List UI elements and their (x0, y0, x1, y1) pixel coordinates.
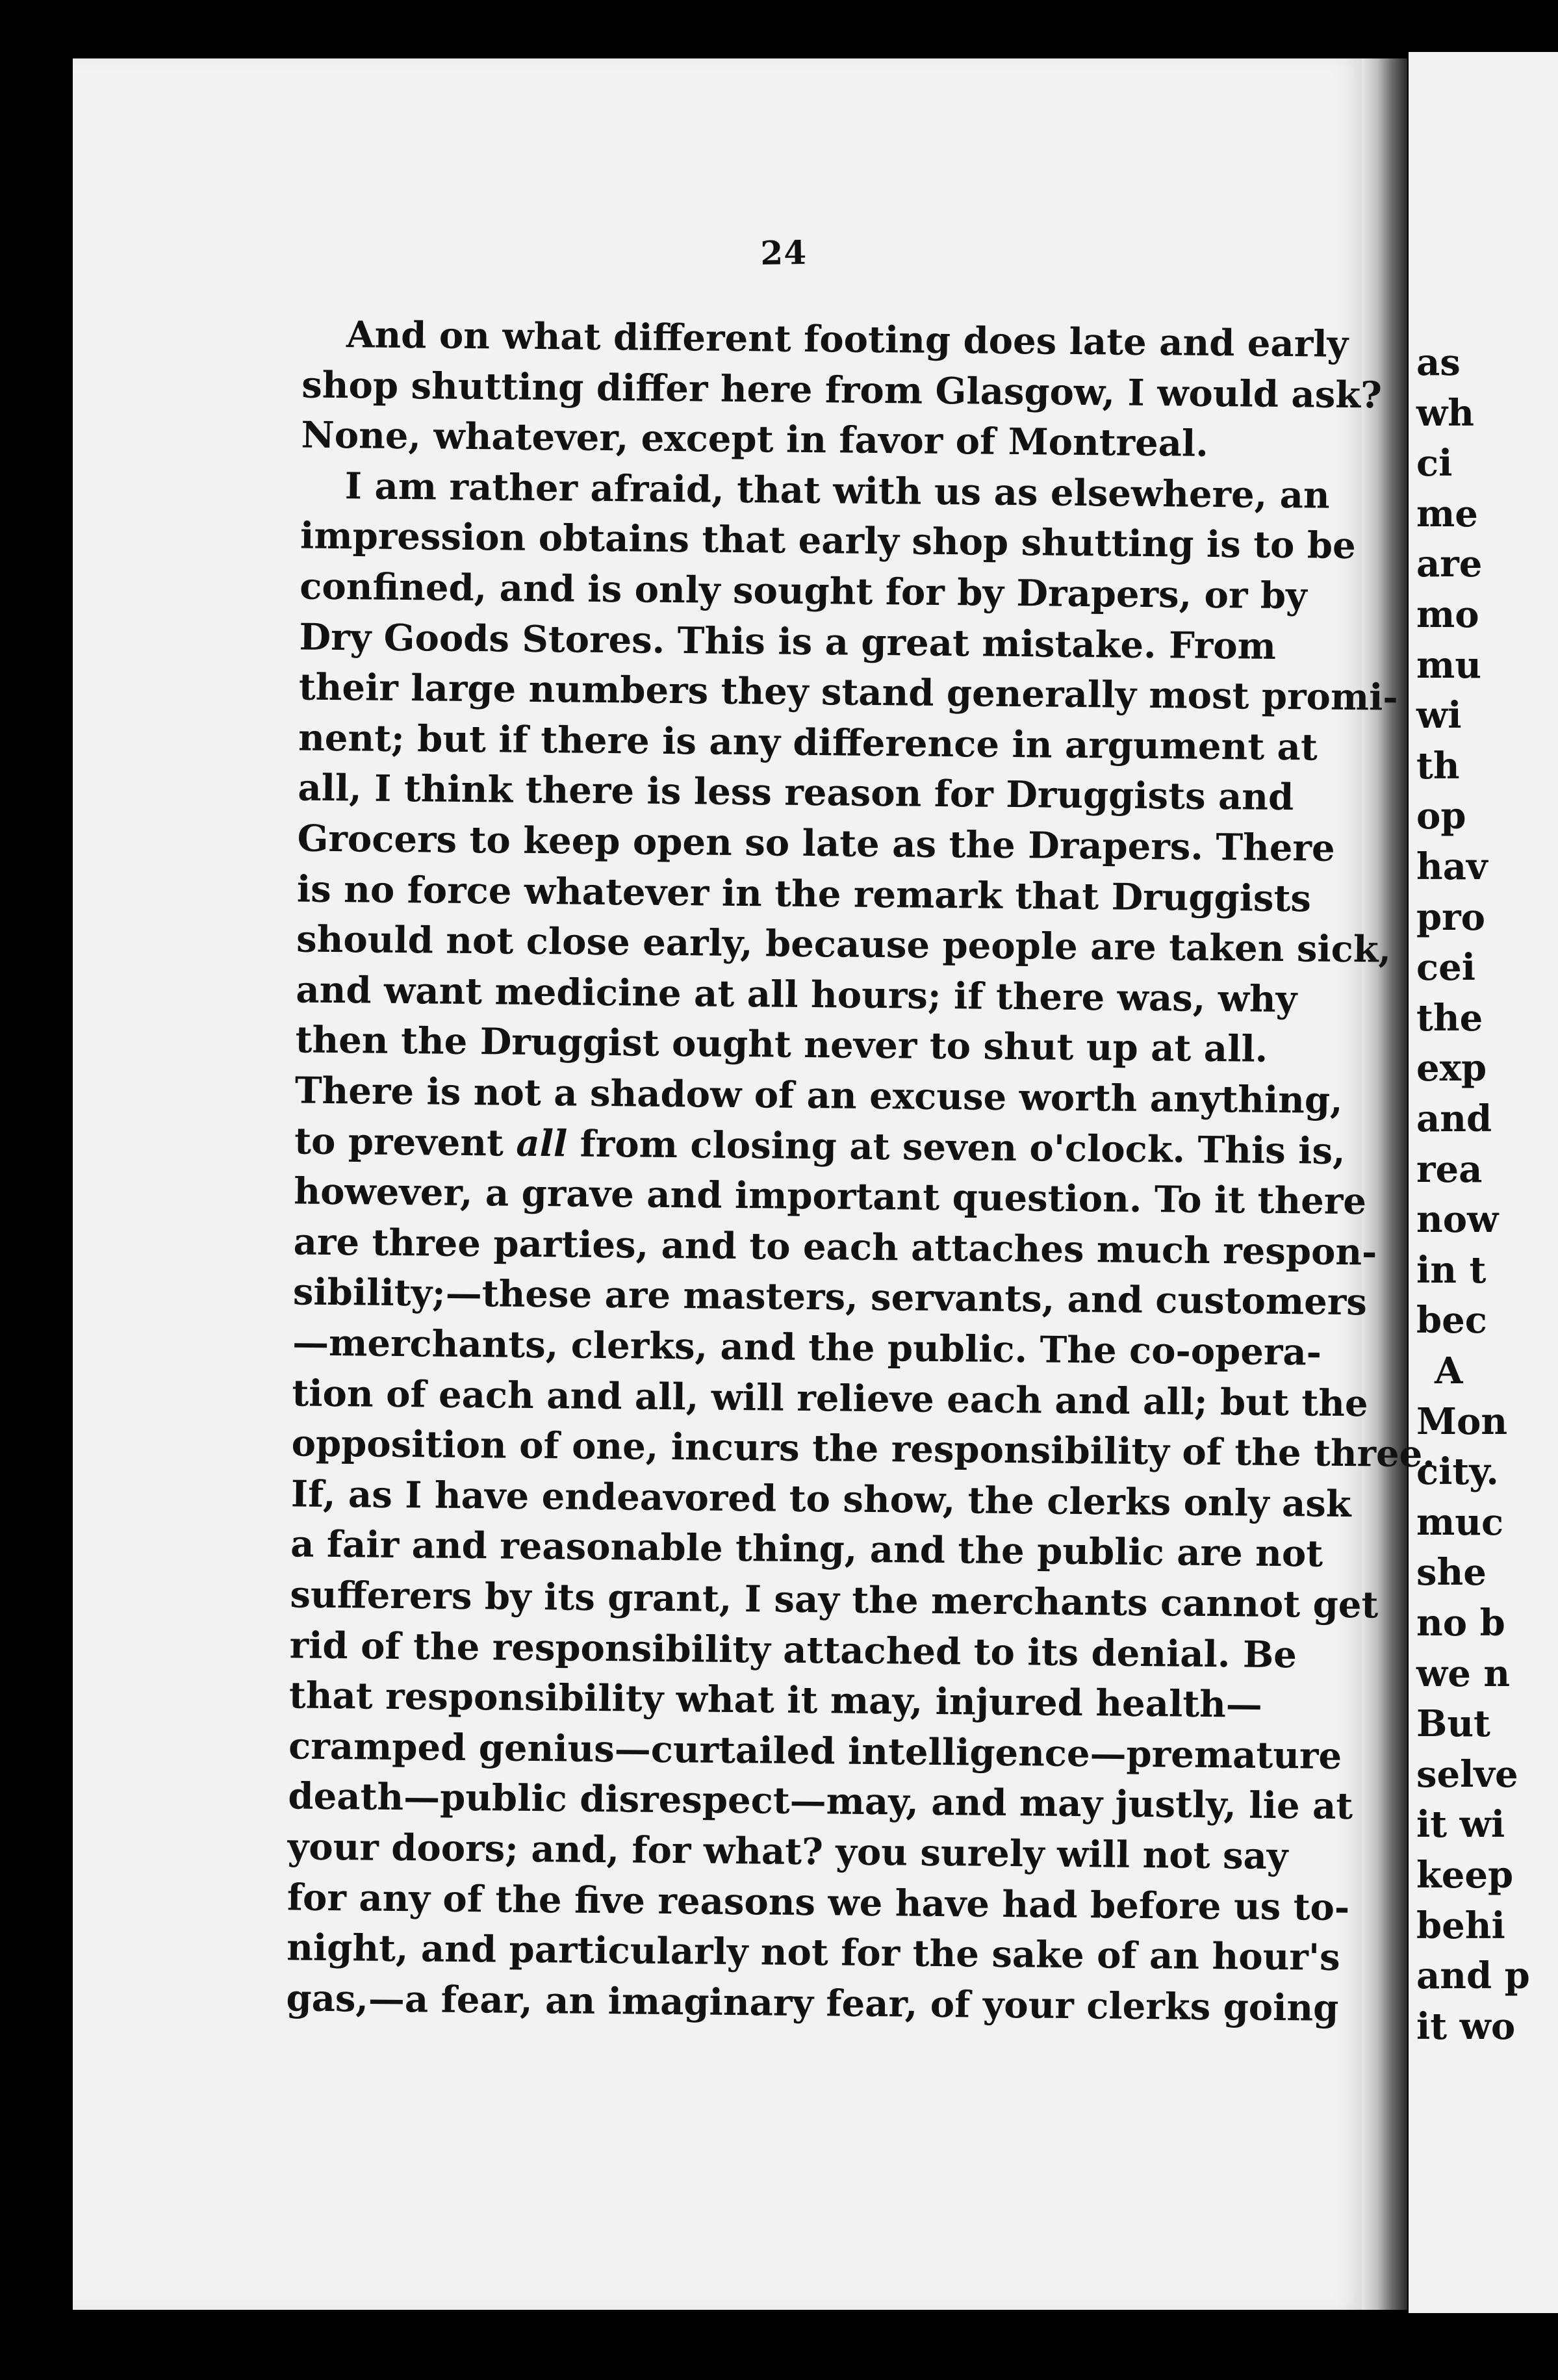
text-line: that responsibility what it may, injured health— (288, 1674, 1263, 1726)
text-line: opposition of one, incurs the responsibility of the three. (291, 1422, 1436, 1476)
text-line: impression obtains that early shop shutting is to be (300, 514, 1357, 568)
right-text-fragment: no b (1416, 1602, 1505, 1644)
text-line: for any of the five reasons we have had before us to- (287, 1875, 1350, 1929)
text-line: your doors; and, for what? you surely will not say (287, 1825, 1288, 1878)
text-line: confined, and is only sought for by Drapers, or by (300, 565, 1307, 618)
text-line-rest: from closing at seven o'clock. This is, (567, 1122, 1346, 1173)
text-line: Dry Goods Stores. This is a great mistake. From (299, 615, 1277, 668)
text-line: gas,—a fear, an imaginary fear, of your clerks going (286, 1977, 1339, 2030)
right-text-fragment: it wo (1416, 2004, 1516, 2048)
italic-word: all (516, 1121, 568, 1166)
right-text-fragment: we n (1416, 1652, 1511, 1695)
right-text-fragment: muc (1416, 1500, 1504, 1544)
right-text-fragment: and p (1416, 1954, 1530, 1998)
right-text-fragment: keep (1416, 1854, 1514, 1897)
text-line: sibility;—these are masters, servants, and customers (292, 1270, 1368, 1324)
right-text-fragment: Mon (1416, 1400, 1508, 1443)
text-line: all, I think there is less reason for Druggists and (298, 766, 1294, 819)
right-text-fragment: bec (1416, 1299, 1487, 1342)
right-text-fragment: selve (1416, 1752, 1518, 1796)
text-line: cramped genius—curtailed intelligence—premature (288, 1724, 1342, 1778)
text-line: tion of each and all, will relieve each and all; but the (292, 1372, 1368, 1425)
right-text-fragment: exp (1416, 1047, 1487, 1090)
text-line: There is not a shadow of an excuse worth anything, (294, 1069, 1343, 1122)
right-text-fragment: me (1416, 492, 1478, 535)
right-text-fragment: are (1416, 543, 1483, 586)
right-text-fragment: wh (1416, 391, 1474, 435)
right-text-fragment: ci (1416, 442, 1453, 485)
right-text-fragment: th (1416, 744, 1460, 787)
right-text-fragment: and (1416, 1097, 1492, 1140)
text-line: shop shutting differ here from Glasgow, I would ask? (301, 363, 1383, 417)
right-text-fragment: behi (1416, 1904, 1505, 1947)
right-text-fragment: But (1416, 1702, 1490, 1746)
right-text-fragment: the (1416, 996, 1483, 1040)
text-line: And on what different footing does late and early (346, 313, 1349, 366)
text-line: their large numbers they stand generally most promi- (298, 665, 1399, 719)
text-line: then the Druggist ought never to shut up at all. (295, 1018, 1268, 1071)
text-line: nent; but if there is any difference in argument at (298, 716, 1318, 769)
text-line: however, a grave and important question. To it there (294, 1170, 1367, 1223)
right-text-fragment: she (1416, 1551, 1487, 1594)
text-line: I am rather afraid, that with us as elsewhere, an (344, 464, 1330, 517)
text-line: If, as I have endeavored to show, the clerks only ask (290, 1472, 1351, 1526)
right-text-fragment: it wi (1416, 1803, 1505, 1847)
text-line: to prevent all from closing at seven o'clock. This is, (294, 1120, 1346, 1173)
right-text-fragment: op (1416, 795, 1466, 838)
right-text-fragment: A (1435, 1350, 1463, 1392)
right-text-fragment: cei (1416, 946, 1475, 990)
page-number: 24 (760, 233, 808, 272)
right-text-fragment: rea (1416, 1147, 1483, 1191)
right-text-fragment: city. (1416, 1450, 1499, 1494)
right-text-fragment: now (1416, 1198, 1499, 1242)
text-line: rid of the responsibility attached to its denial. Be (289, 1623, 1297, 1676)
text-line: None, whatever, except in favor of Montreal. (301, 413, 1209, 466)
text-line: Grocers to keep open so late as the Drapers. There (297, 817, 1335, 870)
text-line: is no force whatever in the remark that Druggists (296, 867, 1312, 921)
text-line: —merchants, clerks, and the public. The co-opera- (292, 1321, 1322, 1374)
right-text-fragment: in t (1416, 1248, 1487, 1292)
text-line: night, and particularly not for the sake of an hour's (286, 1926, 1340, 1980)
right-text-fragment: pro (1416, 895, 1486, 939)
text-line: are three parties, and to each attaches much respon- (293, 1220, 1377, 1274)
text-line: sufferers by its grant, I say the merchants cannot get (290, 1573, 1379, 1627)
text-line: should not close early, because people are taken sick, (296, 917, 1392, 971)
right-text-fragment: mu (1416, 643, 1481, 687)
right-text-fragment: mo (1416, 593, 1479, 636)
text-line: a fair and reasonable thing, and the public are not (290, 1522, 1323, 1576)
right-text-fragment: wi (1416, 694, 1462, 737)
text-line: death—public disrespect—may, and may justly, lie at (288, 1774, 1353, 1828)
right-text-fragment: hav (1416, 845, 1488, 888)
text-line: and want medicine at all hours; if there was, why (296, 968, 1297, 1021)
right-text-fragment: as (1416, 341, 1461, 384)
